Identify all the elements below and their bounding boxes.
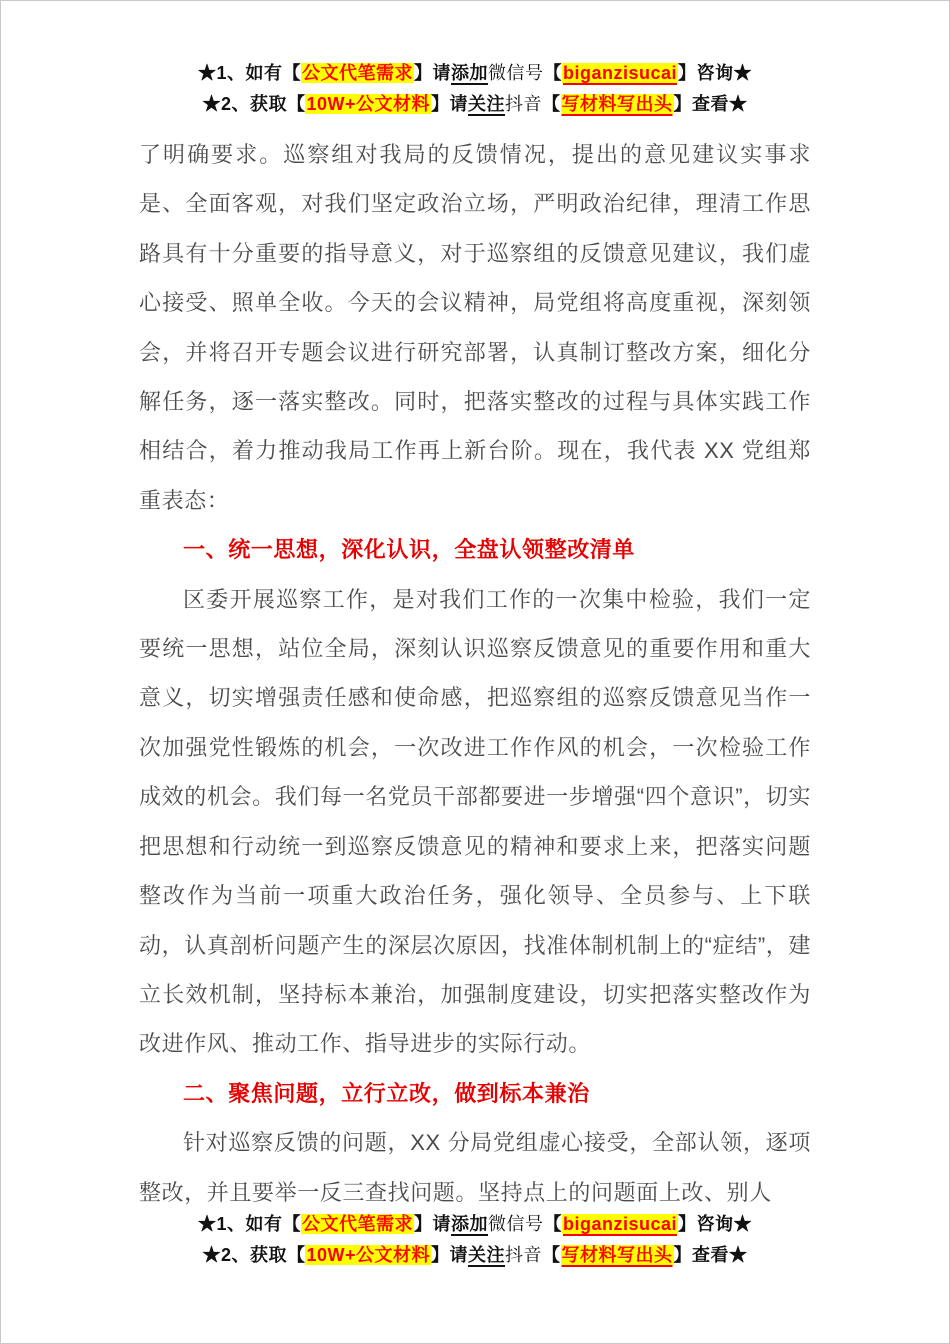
- promo-segment: 【: [543, 63, 562, 83]
- promo-segment: 【: [542, 94, 561, 114]
- promo-segment: 公文代笔需求: [301, 63, 413, 83]
- promo-segment: 添加: [450, 1214, 488, 1234]
- promo-segment: 写材料写出头: [561, 1245, 673, 1265]
- promo-footer: [1, 1209, 949, 1271]
- promo-segment: 关注: [468, 1245, 506, 1265]
- promo-segment: 微信号: [487, 63, 544, 83]
- promo-segment: biganzisucai: [562, 1214, 678, 1234]
- promo-segment: 】请: [431, 1245, 469, 1265]
- paragraph: 区委开展巡察工作，是对我们工作的一次集中检验，我们一定要统一思想，站位全局，深刻认识巡察反馈意见的重要作用和重大意义，切实增强责任感和使命感，把巡察组的巡察反馈意见当作一次加强党性锻炼的机会，一次改进工作作风的机会，一次检验工作成效的机会。我们每一名党员干部都要进一步增强“四个意识”，切实把思想和行动统一到巡察反馈意见的精神和要求上来，把落实问题整改作为当前一项重大政治任务，强化领导、全员参与、上下联动，认真剖析问题产生的深层次原因，找准体制机制上的“症结”，建立长效机制，坚持标本兼治，加强制度建设，切实把落实整改作为改进作风、推动工作、指导进步的实际行动。: [139, 586, 811, 1057]
- promo-segment: 】咨询★: [678, 1214, 753, 1234]
- section-heading: 二、聚焦问题，立行立改，做到标本兼治: [183, 1080, 590, 1106]
- promo-line: [1, 58, 949, 89]
- promo-header: [1, 1, 949, 120]
- promo-segment: 【: [543, 1214, 562, 1234]
- paragraph: 了明确要求。巡察组对我局的反馈情况，提出的意见建议实事求是、全面客观，对我们坚定政治立场，严明政治纪律，理清工作思路具有十分重要的指导意义，对于巡察组的反馈意见建议，我们虚心接受、照单全收。今天的会议精神，局党组将高度重视，深刻领会，并将召开专题会议进行研究部署，认真制订整改方案，细化分解任务，逐一落实整改。同时，把落实整改的过程与具体实践工作相结合，着力推动我局工作再上新台阶。现在，我代表 XX 党组郑重表态：: [139, 142, 811, 513]
- promo-segment: 微信号: [487, 1214, 544, 1234]
- promo-segment: 【: [542, 1245, 561, 1265]
- promo-line: [1, 1240, 949, 1271]
- promo-segment: 】咨询★: [678, 63, 753, 83]
- promo-segment: 10W+公文材料: [306, 94, 431, 114]
- promo-segment: ★1、如有【: [197, 63, 301, 83]
- promo-segment: ★2、获取【: [202, 94, 306, 114]
- promo-segment: 添加: [450, 63, 488, 83]
- promo-line: [1, 89, 949, 120]
- section-heading: 一、统一思想，深化认识，全盘认领整改清单: [183, 537, 636, 563]
- promo-segment: 】请: [413, 63, 451, 83]
- promo-segment: 关注: [468, 94, 506, 114]
- promo-segment: 10W+公文材料: [306, 1245, 431, 1265]
- promo-segment: ★2、获取【: [202, 1245, 306, 1265]
- promo-segment: 公文代笔需求: [301, 1214, 413, 1234]
- promo-segment: 抖音: [505, 94, 543, 114]
- paragraph: 针对巡察反馈的问题，XX 分局党组虚心接受，全部认领，逐项整改，并且要举一反三查找问题。坚持点上的问题面上改、别人: [139, 1130, 811, 1205]
- promo-segment: 】查看★: [673, 1245, 748, 1265]
- promo-segment: 抖音: [505, 1245, 543, 1265]
- promo-segment: biganzisucai: [562, 63, 678, 83]
- promo-segment: 】查看★: [673, 94, 748, 114]
- promo-segment: 】请: [431, 94, 469, 114]
- promo-segment: 】请: [413, 1214, 451, 1234]
- document-body: [139, 130, 811, 1217]
- promo-line: [1, 1209, 949, 1240]
- promo-segment: 写材料写出头: [561, 94, 673, 114]
- promo-segment: ★1、如有【: [197, 1214, 301, 1234]
